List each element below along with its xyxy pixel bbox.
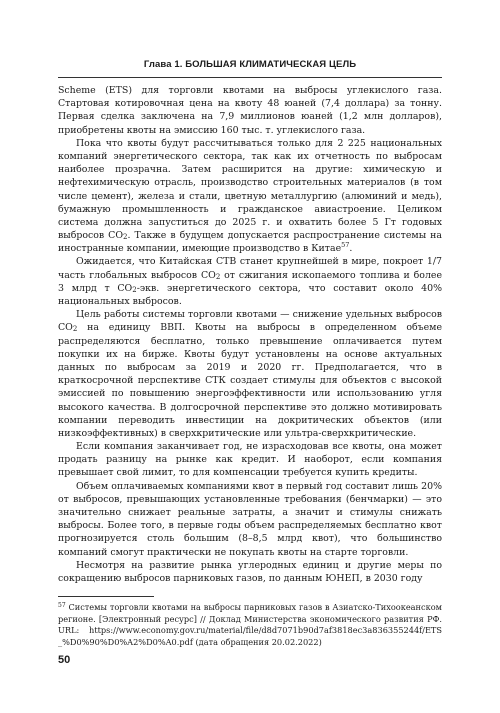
subscript: 2	[123, 233, 128, 242]
paragraph-1	[58, 84, 442, 137]
subscript: 2	[72, 325, 78, 334]
paragraph-text: Пока что квоты будут рассчитываться только для 2 225 национальных компаний энергетического сектора, так как их отчетность по выбросам наиболее прозрачна. Затем расширится на другие: химическую и нефтехимическую отрасль, производство строительных материалов (в том числе цемент), железа и стали, цветную металлургию (алюминий и медь), бумажную промышленность и гражданское авиастроение. Целиком система должна запуститься до 2025 г. и охватить более 5 Гт годовых выбросов CO	[58, 137, 442, 242]
paragraph-4	[58, 308, 442, 440]
running-header: Глава 1. БОЛЬШАЯ КЛИМАТИЧЕСКАЯ ЦЕЛЬ	[143, 59, 357, 70]
footnote-rule	[58, 596, 154, 597]
subscript: 2	[215, 272, 221, 281]
paragraph-text: Несмотря на развитие рынка углеродных единиц и другие меры по сокращению выбросов парниковых газов, по данным ЮНЕП, в 2030 году	[58, 559, 442, 584]
body-text	[58, 84, 442, 585]
footnote-number: 57	[58, 602, 66, 609]
page-number: 50	[58, 654, 71, 666]
paragraph-text: -экв. энергетического сектора, что составит около 40% национальных выбросов.	[58, 282, 442, 307]
paragraph-7	[58, 559, 442, 585]
paragraph-text: на единицу ВВП. Квоты на выбросы в определенном объеме распределяются бесплатно, только превышение оплачивается путем покупки их на бирже. Квоты будут установлены на основе актуальных данных по выбросам за 2019 и 2020 гг. Предполагается, что в краткосрочной перспективе СТК создает стимулы для объектов с высокой эмиссией по повышению энергоэффективности или использованию угля высокого качества. В долгосрочной перспективе это должно мотивировать компании переводить инвестиции на докритических объектов (или низкоэффективных) в сверхкритические или ультра-сверхкритические.	[58, 322, 442, 439]
footnote-text: Системы торговли квотами на выбросы парниковых газов в Азиатско-Тихоокеанском регионе. [Электронный ресурс] // Доклад Министерства экономического развития РФ. URL: https://www.economy.gov.ru/material/file/d8d7071b90d7af3818ec3a836355244f/ETS_%D0%90%D0%A2%D0%A0.pdf (дата обращения 20.02.2022)	[58, 602, 443, 647]
paragraph-text: .	[349, 243, 353, 255]
paragraph-text: Если компания заканчивает год, не израсходовав все квоты, она может продать разницу на рынке как кредит. И наоборот, если компания превышает свой лимит, то для компенсации требуется купить кредиты.	[58, 441, 442, 479]
subscript: 2	[132, 285, 137, 294]
paragraph-3	[58, 255, 442, 308]
footnote-marker[interactable]: 57	[341, 241, 350, 250]
paragraph-text: Цель работы системы торговли квотами — снижение удельных выбросов CO	[58, 309, 442, 334]
paragraph-text: Ожидается, что Китайская СТВ станет крупнейшей в мире, покроет 1/7 часть глобальных выбросов CO	[58, 256, 442, 281]
paragraph-text: . Также в будущем допускается распространение системы на иностранные компании, имеющие производство в Китае	[58, 230, 442, 255]
paragraph-6	[58, 480, 442, 559]
paragraph-text: Scheme (ETS) для торговли квотами на выбросы углекислого газа. Стартовая котировочная цена на квоту 48 юаней (7,4 доллара) за тонну. Первая сделка заключена на 7,9 миллионов юаней (1,2 млн долларов), приобретены квоты на эмиссию 160 тыс. т. углекислого газа.	[58, 85, 442, 136]
paragraph-text: Объем оплачиваемых компаниями квот в первый год составит лишь 20% от выбросов, превышающих установленные требования (бенчмарки) — это значительно снижает реальные затраты, а значит и стимулы снижать выбросы. Более того, в первые годы объем распределяемых бесплатно квот прогнозируется столь большим (8–8,5 млрд квот), что большинство компаний смогут практически не покупать квоты на старте торговли.	[58, 480, 442, 558]
paragraph-text: от сжигания ископаемого топлива и более 3 млрд т CO	[58, 269, 442, 294]
header-rule	[58, 77, 442, 78]
paragraph-2	[58, 137, 442, 256]
footnote	[58, 602, 442, 648]
paragraph-5	[58, 440, 442, 480]
